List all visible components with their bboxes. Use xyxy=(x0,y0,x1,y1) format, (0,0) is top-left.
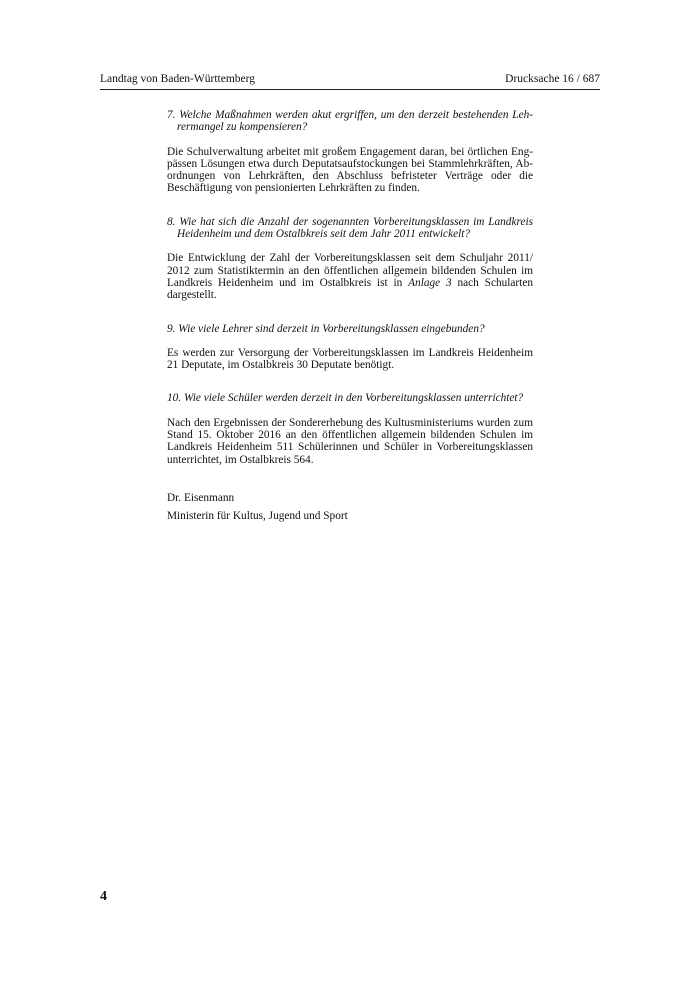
question-10: 10. Wie viele Schüler werden derzeit in den Vorbereitungsklassen unterrichtet? xyxy=(167,392,524,405)
page-number: 4 xyxy=(100,889,107,904)
answer-7: Die Schulverwaltung arbeitet mit großem Engagement daran, bei örtlichen Engpässen Lösungen etwa durch Deputatsaufstockungen bei Stammlehrkräften, Abordnungen von Lehrkräften, den Abschluss befristeter Verträge oder die Beschäftigung von pensionierten Lehrkräften zu finden. xyxy=(167,145,533,195)
question-7: 7. Welche Maßnahmen werden akut ergriffen, um den derzeit bestehenden Lehrermangel zu kompensieren? xyxy=(167,109,533,134)
answer-8 xyxy=(167,252,533,301)
signature-title: Ministerin für Kultus, Jugend und Sport xyxy=(167,510,348,523)
annex-reference: Anlage 3 xyxy=(408,276,452,289)
answer-10: Nach den Ergebnissen der Sondererhebung des Kultusministeriums wurden zum Stand 15. Oktober 2016 an den öffentlichen allgemein bildenden Schulen im Landkreis Heidenheim 511 Schülerinnen und Schüler in Vorbereitungsklassen unterrichtet, im Ostalbkreis 564. xyxy=(167,416,533,466)
document-body xyxy=(167,109,533,523)
answer-8-text-start: Die Entwicklung der Zahl der Vorbereitungsklassen seit dem Schuljahr 2011/ 2012 zum Statistiktermin an den öffentlichen allgemein bildenden Schulen im Landkreis Heidenheim und im Ostalbkreis ist in xyxy=(167,252,533,289)
running-header xyxy=(100,71,600,90)
header-parliament-name: Landtag von Baden-Württemberg xyxy=(100,73,255,85)
answer-8-text-end: nach Schularten dargestellt. xyxy=(167,276,533,302)
signature-name: Dr. Eisenmann xyxy=(167,491,235,504)
question-9: 9. Wie viele Lehrer sind derzeit in Vorbereitungsklassen eingebunden? xyxy=(167,322,485,335)
answer-9: Es werden zur Versorgung der Vorbereitungsklassen im Landkreis Heidenheim 21 Deputate, im Ostalbkreis 30 Deputate benötigt. xyxy=(167,346,533,372)
header-document-number: Drucksache 16 / 687 xyxy=(505,73,600,85)
question-8: 8. Wie hat sich die Anzahl der sogenannten Vorbereitungsklassen im Landkreis Heidenheim und dem Ostalbkreis seit dem Jahr 2011 entwickelt? xyxy=(167,215,533,241)
